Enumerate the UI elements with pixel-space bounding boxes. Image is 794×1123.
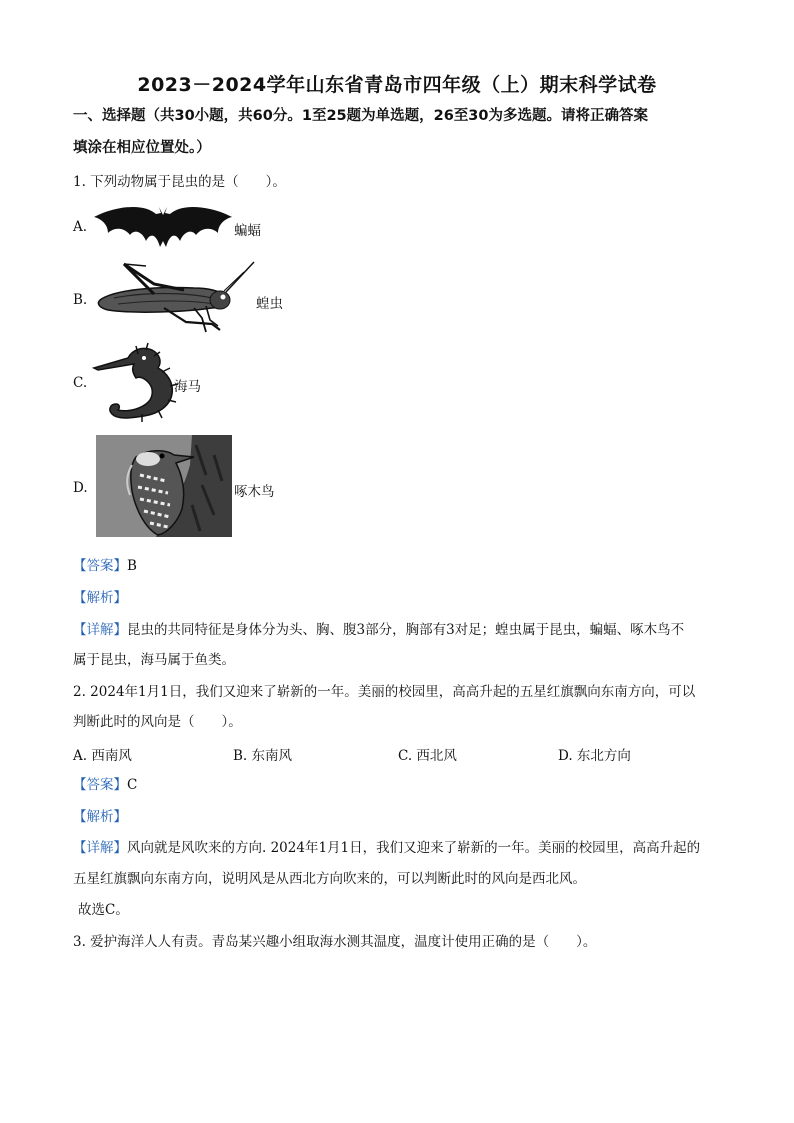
q1-option-b-letter: B.: [73, 292, 88, 308]
bat-icon: [94, 203, 232, 251]
q2-stem-line2: 判断此时的风向是（ ）。: [73, 714, 242, 730]
detail-tag: 【详解】: [73, 840, 127, 856]
q2-detail-text1: 风向就是风吹来的方向. 2024年1月1日，我们又迎来了崭新的一年。美丽的校园里，高高升起的: [127, 840, 701, 856]
q2-analysis-line: [73, 807, 733, 827]
q1-detail-line1: [73, 620, 733, 640]
q2-choice-d: D. 东北方向: [558, 748, 631, 764]
analysis-tag: 【解析】: [73, 809, 127, 825]
q2-stem-line1: 2. 2024年1月1日，我们又迎来了崭新的一年。美丽的校园里，高高升起的五星红旗飘向东南方向，可以: [73, 684, 696, 700]
grasshopper-icon: [94, 260, 256, 338]
page-title: 2023－2024学年山东省青岛市四年级（上）期末科学试卷: [137, 74, 657, 96]
q1-option-d-animal: 啄木鸟: [234, 484, 275, 500]
q1-option-a-letter: A.: [73, 219, 88, 235]
q1-detail-line2: 属于昆虫，海马属于鱼类。: [73, 652, 235, 668]
q1-option-d-letter: D.: [73, 480, 88, 496]
q2-answer: C: [127, 777, 138, 793]
section-heading-line1: 一、选择题（共30小题，共60分。1至25题为单选题，26至30为多选题。请将正确答案: [73, 108, 648, 124]
q1-stem: 1. 下列动物属于昆虫的是（ ）。: [73, 174, 286, 190]
q1-detail-text1: 昆虫的共同特征是身体分为头、胸、腹3部分，胸部有3对足；蝗虫属于昆虫，蝙蝠、啄木鸟不: [127, 622, 685, 638]
answer-tag: 【答案】: [73, 777, 127, 793]
section-heading-line2: 填涂在相应位置处。）: [73, 140, 211, 156]
q3-stem: 3. 爱护海洋人人有责。青岛某兴趣小组取海水测其温度，温度计使用正确的是（ ）。: [73, 934, 597, 950]
q1-answer: B: [127, 558, 137, 574]
woodpecker-icon: [96, 435, 232, 537]
q2-detail-line2: 五星红旗飘向东南方向，说明风是从西北方向吹来的，可以判断此时的风向是西北风。: [73, 871, 586, 887]
q2-choice-b: B. 东南风: [233, 748, 293, 764]
q2-detail-line1: [73, 838, 733, 858]
q1-option-a-animal: 蝙蝠: [234, 223, 261, 239]
q1-analysis-line: [73, 588, 733, 608]
q2-choice-a: A. 西南风: [73, 748, 132, 764]
q2-choice-c: C. 西北风: [398, 748, 457, 764]
q1-option-c-letter: C.: [73, 375, 88, 391]
q1-option-b-animal: 蝗虫: [256, 296, 283, 312]
q2-conclusion: 故选C。: [78, 902, 129, 918]
analysis-tag: 【解析】: [73, 590, 127, 606]
q1-answer-line: [73, 556, 733, 576]
detail-tag: 【详解】: [73, 622, 127, 638]
q1-option-c-animal: 海马: [174, 379, 201, 395]
q2-answer-line: [73, 775, 733, 795]
answer-tag: 【答案】: [73, 558, 127, 574]
